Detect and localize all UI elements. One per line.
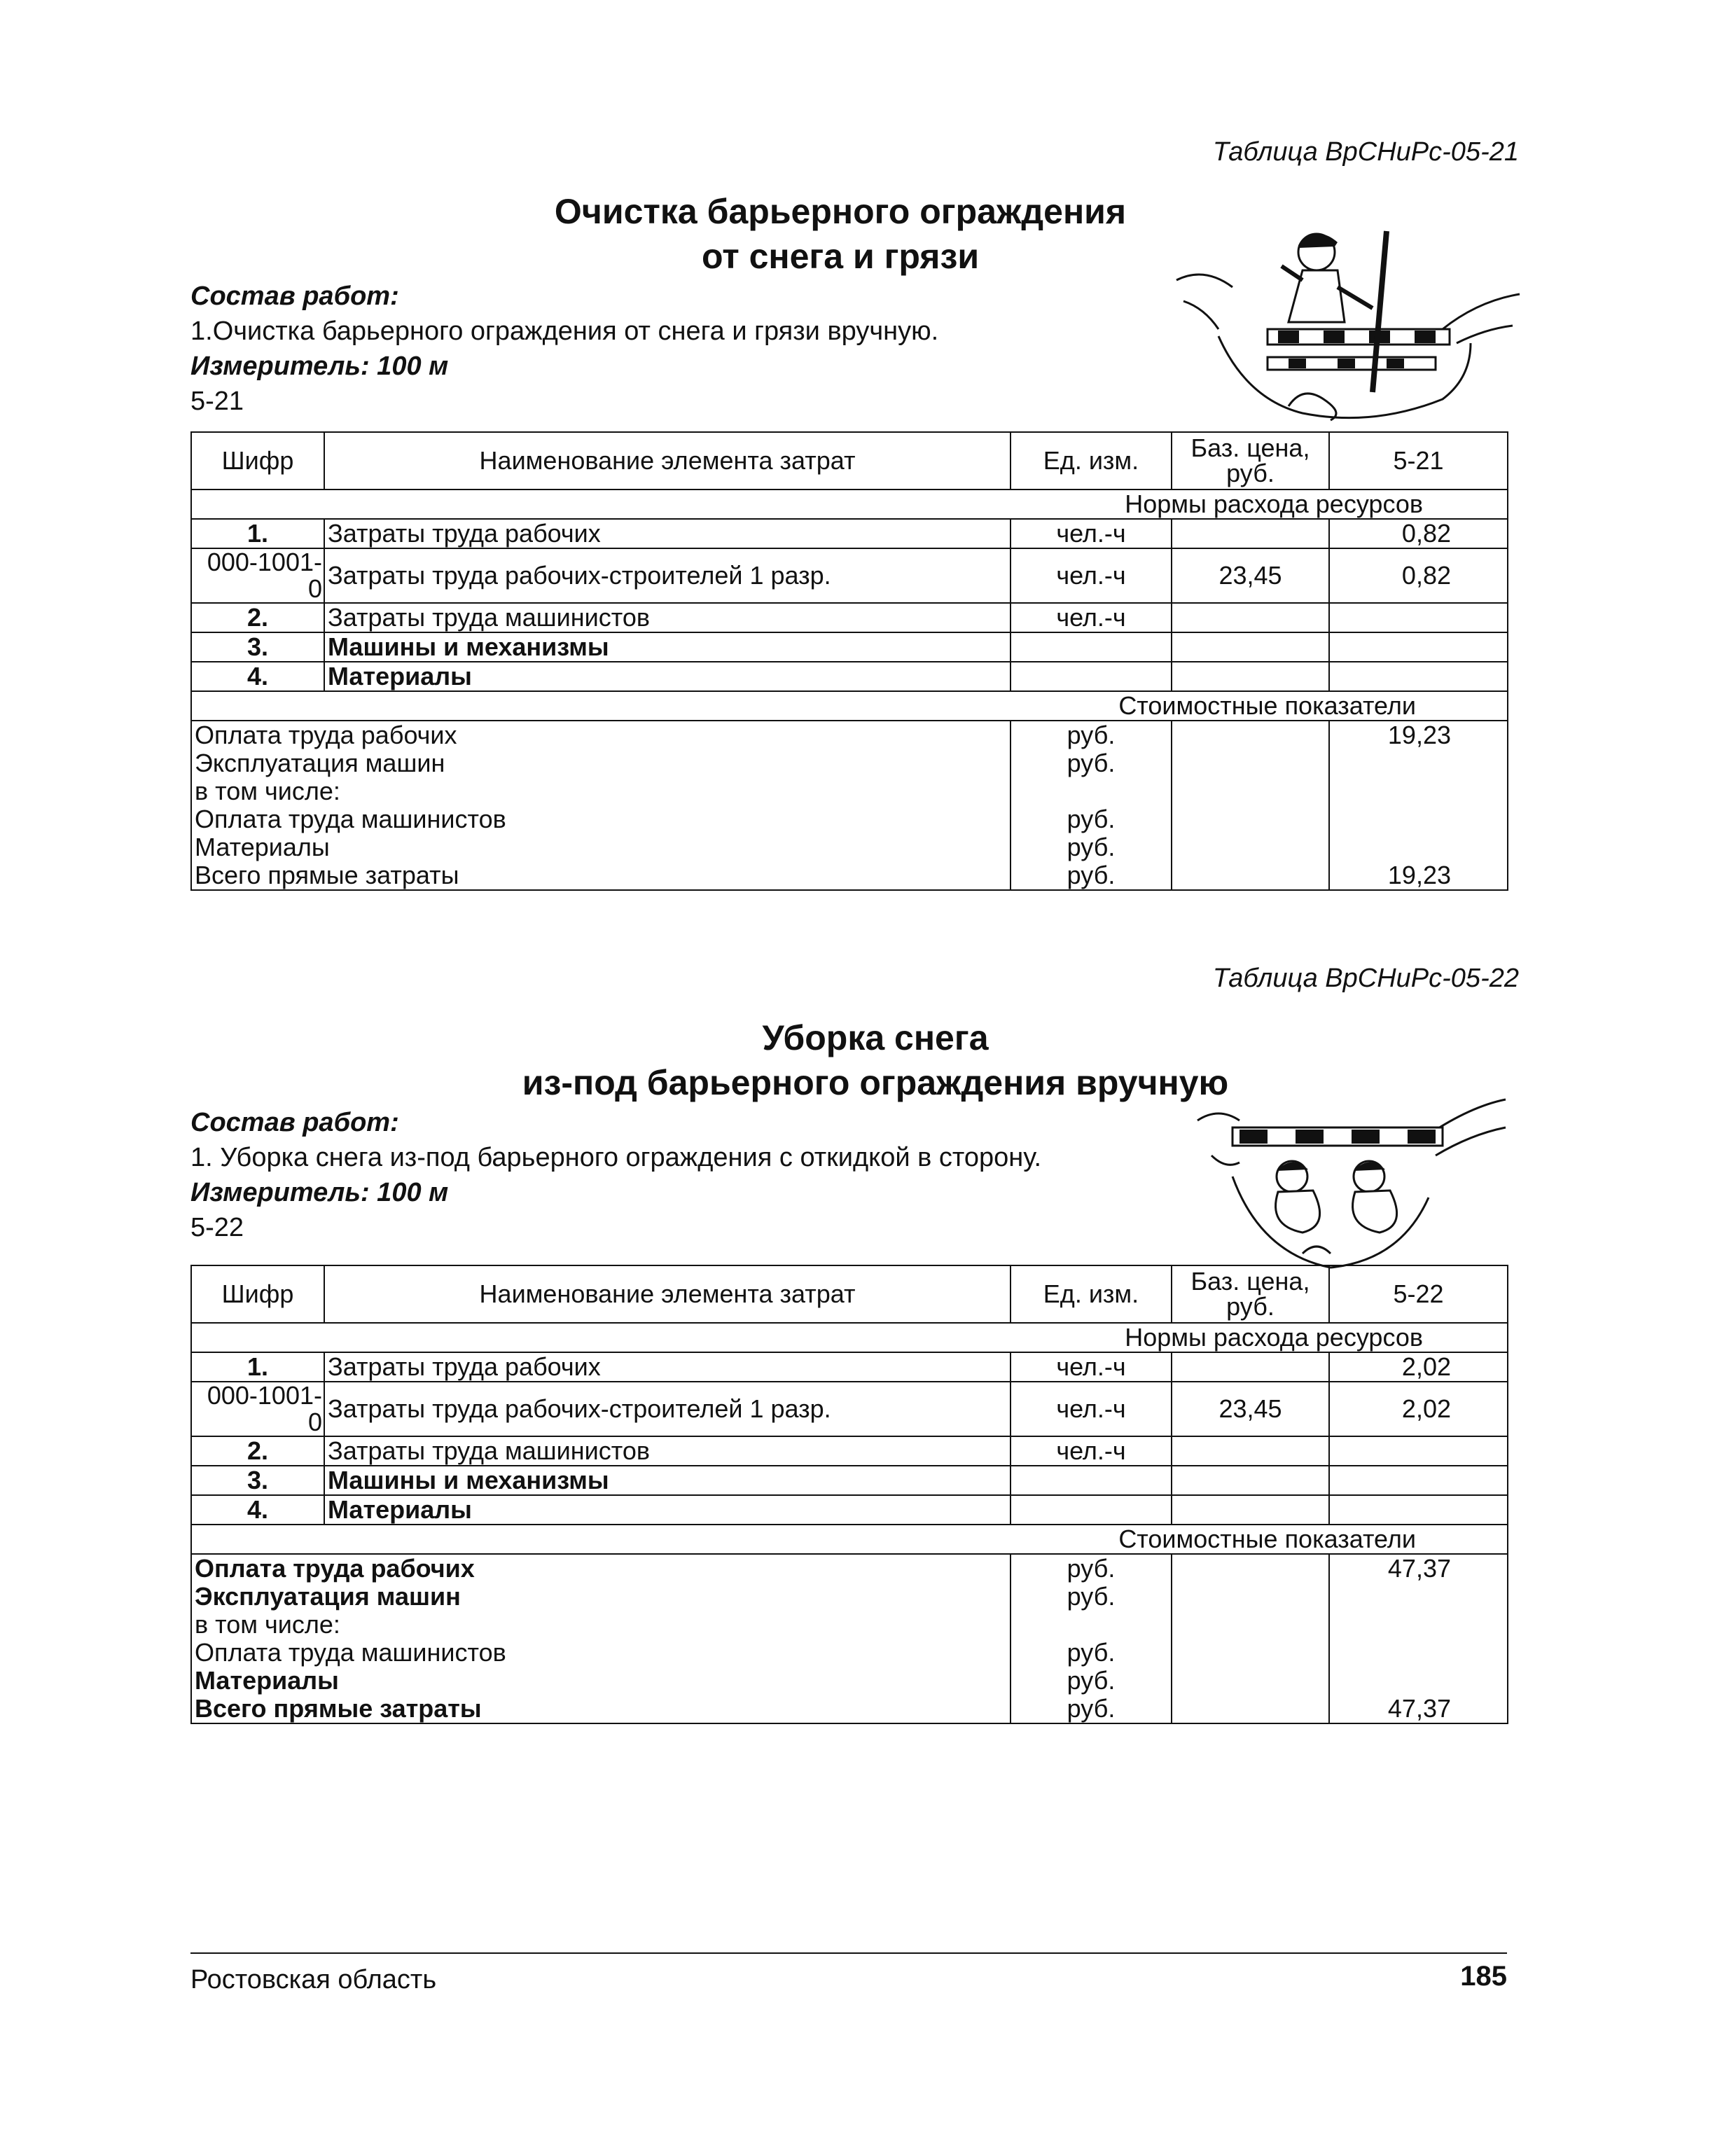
norms-caption-row	[191, 1323, 1508, 1352]
header-code: 5-22	[1329, 1265, 1508, 1323]
title-line-2: от снега и грязи	[701, 237, 980, 276]
cost-value	[1329, 805, 1508, 833]
row-num: 2.	[191, 1436, 324, 1466]
cost-value: 47,37	[1329, 1695, 1508, 1723]
workers-clearing-snow-illustration	[1190, 1092, 1513, 1275]
row-unit	[1011, 1466, 1172, 1495]
table-row	[191, 662, 1508, 691]
page-number: 185	[1460, 1961, 1507, 1992]
section-title-1	[434, 189, 1247, 279]
norms-caption-row	[191, 490, 1508, 519]
table-header	[191, 432, 1508, 490]
title-line-2: из-под барьерного ограждения вручную	[522, 1063, 1229, 1102]
cost-value: 47,37	[1329, 1554, 1508, 1583]
row-num: 3.	[191, 1466, 324, 1495]
row-num: 4.	[191, 1495, 324, 1525]
code-2: 5-22	[190, 1213, 244, 1242]
row-value: 0,82	[1329, 519, 1508, 548]
cost-value	[1329, 777, 1508, 805]
cost-unit: руб.	[1011, 721, 1172, 749]
row-name: Затраты труда рабочих	[324, 519, 1011, 548]
row-num: 2.	[191, 603, 324, 632]
cost-name: Эксплуатация машин	[191, 749, 1011, 777]
row-price	[1172, 1436, 1329, 1466]
cost-price	[1172, 805, 1329, 833]
table-row	[191, 632, 1508, 662]
title-line-1: Уборка снега	[762, 1018, 989, 1057]
row-price	[1172, 632, 1329, 662]
table-header	[191, 1265, 1508, 1323]
row-unit	[1011, 632, 1172, 662]
table-row	[191, 1466, 1508, 1495]
header-cipher: Шифр	[191, 1265, 324, 1323]
row-value	[1329, 632, 1508, 662]
cost-row	[191, 1639, 1508, 1667]
row-num: 000-1001-0	[191, 548, 324, 603]
cost-price	[1172, 833, 1329, 861]
cost-row	[191, 777, 1508, 805]
row-name: Машины и механизмы	[324, 1466, 1011, 1495]
measure-label-1: Измеритель: 100 м	[190, 352, 449, 381]
row-value: 2,02	[1329, 1352, 1508, 1382]
cost-price	[1172, 1611, 1329, 1639]
row-price	[1172, 1495, 1329, 1525]
table-row	[191, 1495, 1508, 1525]
row-unit: чел.-ч	[1011, 603, 1172, 632]
cost-name: Оплата труда рабочих	[191, 1554, 1011, 1583]
cost-unit: руб.	[1011, 833, 1172, 861]
table-ref-2: Таблица ВрСНиРс-05-22	[1212, 964, 1519, 993]
row-unit: чел.-ч	[1011, 1382, 1172, 1436]
cost-price	[1172, 1667, 1329, 1695]
cost-name: Оплата труда машинистов	[191, 1639, 1011, 1667]
cost-row	[191, 749, 1508, 777]
row-name: Затраты труда машинистов	[324, 603, 1011, 632]
cost-unit: руб.	[1011, 1583, 1172, 1611]
row-num: 4.	[191, 662, 324, 691]
cost-row	[191, 805, 1508, 833]
cost-name: Оплата труда машинистов	[191, 805, 1011, 833]
cost-name: Всего прямые затраты	[191, 1695, 1011, 1723]
header-unit: Ед. изм.	[1011, 432, 1172, 490]
code-1: 5-21	[190, 387, 244, 416]
cost-unit	[1011, 777, 1172, 805]
row-price	[1172, 603, 1329, 632]
row-name: Машины и механизмы	[324, 632, 1011, 662]
cost-name: Всего прямые затраты	[191, 861, 1011, 890]
cost-row	[191, 1583, 1508, 1611]
row-value	[1329, 1495, 1508, 1525]
row-price: 23,45	[1172, 1382, 1329, 1436]
row-unit: чел.-ч	[1011, 548, 1172, 603]
cost-value	[1329, 1667, 1508, 1695]
cost-table-2	[190, 1265, 1508, 1724]
cost-caption-row	[191, 1525, 1508, 1554]
cost-row	[191, 861, 1508, 890]
row-unit: чел.-ч	[1011, 1352, 1172, 1382]
norms-caption: Нормы расхода ресурсов	[191, 1323, 1508, 1352]
table-row	[191, 1352, 1508, 1382]
table-row	[191, 548, 1508, 603]
cost-row	[191, 833, 1508, 861]
cost-name: Эксплуатация машин	[191, 1583, 1011, 1611]
cost-unit: руб.	[1011, 1667, 1172, 1695]
row-value: 0,82	[1329, 548, 1508, 603]
cost-value	[1329, 1583, 1508, 1611]
footer-region: Ростовская область	[190, 1965, 437, 1994]
cost-unit: руб.	[1011, 861, 1172, 890]
cost-price	[1172, 749, 1329, 777]
cost-value	[1329, 749, 1508, 777]
row-name: Затраты труда машинистов	[324, 1436, 1011, 1466]
row-price	[1172, 519, 1329, 548]
row-name: Материалы	[324, 662, 1011, 691]
norms-caption: Нормы расхода ресурсов	[191, 490, 1508, 519]
cost-price	[1172, 1583, 1329, 1611]
composition-text-2: 1. Уборка снега из-под барьерного ограждения с откидкой в сторону.	[190, 1143, 1041, 1172]
cost-caption: Стоимостные показатели	[191, 1525, 1508, 1554]
row-unit	[1011, 662, 1172, 691]
row-num: 000-1001-0	[191, 1382, 324, 1436]
row-value	[1329, 662, 1508, 691]
cost-row	[191, 1667, 1508, 1695]
row-price	[1172, 1352, 1329, 1382]
footer-divider	[190, 1952, 1507, 1954]
cost-row	[191, 1695, 1508, 1723]
table-row	[191, 1436, 1508, 1466]
cost-unit	[1011, 1611, 1172, 1639]
cost-value	[1329, 833, 1508, 861]
cost-unit: руб.	[1011, 749, 1172, 777]
cost-unit: руб.	[1011, 1695, 1172, 1723]
row-unit: чел.-ч	[1011, 1436, 1172, 1466]
cost-price	[1172, 1554, 1329, 1583]
row-unit	[1011, 1495, 1172, 1525]
cost-row	[191, 1554, 1508, 1583]
cost-row	[191, 721, 1508, 749]
row-name: Материалы	[324, 1495, 1011, 1525]
table-row	[191, 603, 1508, 632]
composition-label-1: Состав работ:	[190, 282, 399, 311]
cost-name: в том числе:	[191, 777, 1011, 805]
row-value	[1329, 1466, 1508, 1495]
cost-unit: руб.	[1011, 1554, 1172, 1583]
header-code: 5-21	[1329, 432, 1508, 490]
cost-value	[1329, 1639, 1508, 1667]
cost-row	[191, 1611, 1508, 1639]
row-price	[1172, 1466, 1329, 1495]
cost-price	[1172, 1639, 1329, 1667]
row-unit: чел.-ч	[1011, 519, 1172, 548]
cost-unit: руб.	[1011, 805, 1172, 833]
row-num: 3.	[191, 632, 324, 662]
table-ref-1: Таблица ВрСНиРс-05-21	[1212, 137, 1519, 167]
cost-price	[1172, 861, 1329, 890]
section-title-2	[420, 1015, 1331, 1105]
cost-table-1	[190, 431, 1508, 891]
cost-price	[1172, 721, 1329, 749]
cost-value	[1329, 1611, 1508, 1639]
table-row	[191, 519, 1508, 548]
header-name: Наименование элемента затрат	[324, 1265, 1011, 1323]
table-row	[191, 1382, 1508, 1436]
cost-value: 19,23	[1329, 861, 1508, 890]
header-price: Баз. цена, руб.	[1172, 432, 1329, 490]
row-name: Затраты труда рабочих	[324, 1352, 1011, 1382]
cost-name: в том числе:	[191, 1611, 1011, 1639]
row-price	[1172, 662, 1329, 691]
cost-name: Материалы	[191, 1667, 1011, 1695]
header-name: Наименование элемента затрат	[324, 432, 1011, 490]
title-line-1: Очистка барьерного ограждения	[554, 192, 1127, 231]
worker-cleaning-barrier-illustration	[1162, 224, 1527, 427]
row-name: Затраты труда рабочих-строителей 1 разр.	[324, 548, 1011, 603]
row-price: 23,45	[1172, 548, 1329, 603]
composition-text-1: 1.Очистка барьерного ограждения от снега и грязи вручную.	[190, 317, 939, 346]
header-price: Баз. цена, руб.	[1172, 1265, 1329, 1323]
row-value: 2,02	[1329, 1382, 1508, 1436]
composition-label-2: Состав работ:	[190, 1108, 399, 1137]
row-num: 1.	[191, 519, 324, 548]
measure-label-2: Измеритель: 100 м	[190, 1178, 449, 1207]
row-value	[1329, 1436, 1508, 1466]
header-unit: Ед. изм.	[1011, 1265, 1172, 1323]
cost-name: Оплата труда рабочих	[191, 721, 1011, 749]
row-name: Затраты труда рабочих-строителей 1 разр.	[324, 1382, 1011, 1436]
cost-price	[1172, 777, 1329, 805]
cost-value: 19,23	[1329, 721, 1508, 749]
row-value	[1329, 603, 1508, 632]
header-cipher: Шифр	[191, 432, 324, 490]
row-num: 1.	[191, 1352, 324, 1382]
cost-caption: Стоимостные показатели	[191, 691, 1508, 721]
cost-price	[1172, 1695, 1329, 1723]
cost-caption-row	[191, 691, 1508, 721]
cost-unit: руб.	[1011, 1639, 1172, 1667]
cost-name: Материалы	[191, 833, 1011, 861]
